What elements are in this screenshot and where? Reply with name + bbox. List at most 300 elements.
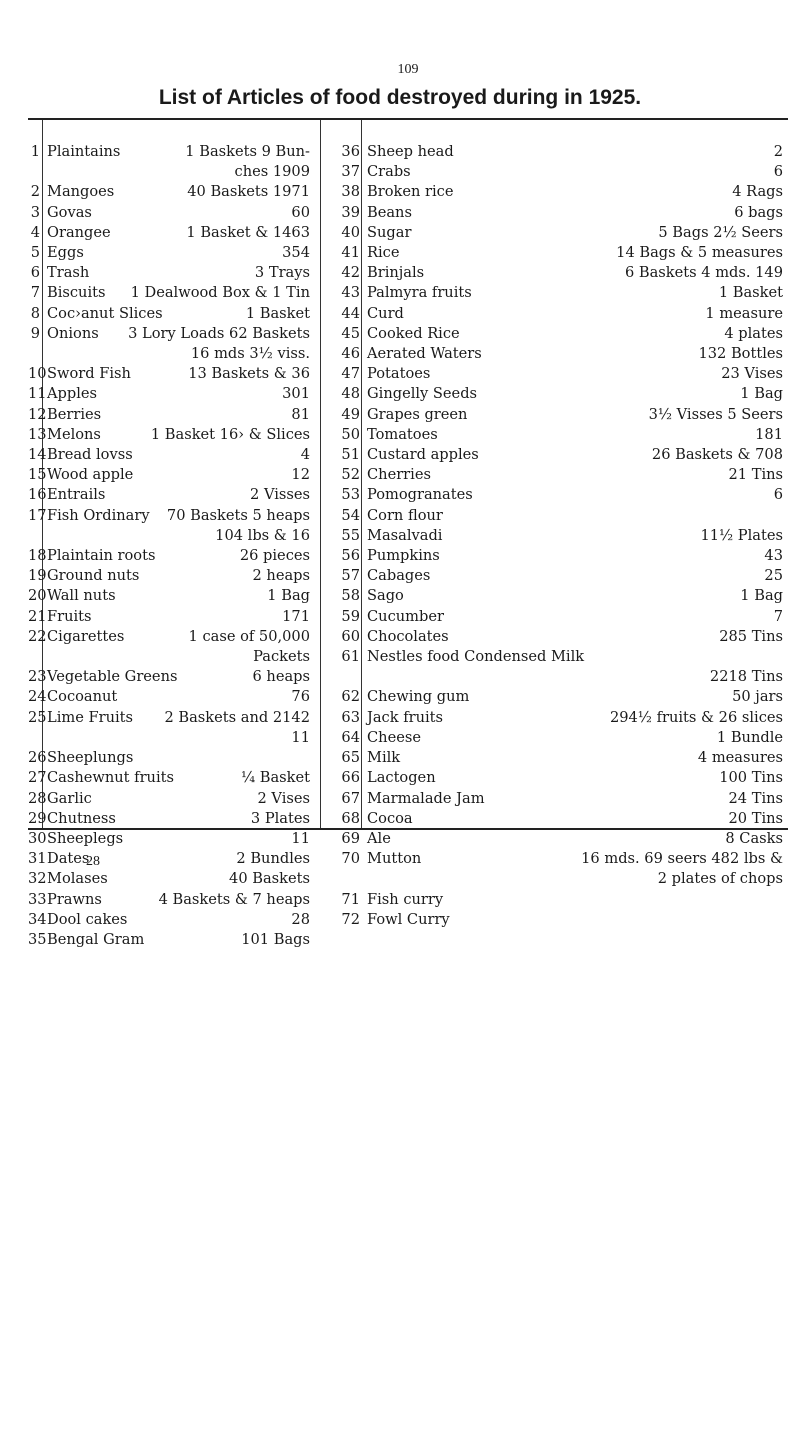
item-number: 31	[28, 850, 47, 868]
item-number: 61	[341, 648, 360, 666]
item-name: Mutton	[367, 850, 422, 868]
item-number: 29	[28, 809, 47, 827]
item-quantity-continued: 2 plates of chops	[657, 870, 783, 888]
list-item	[28, 586, 310, 606]
item-quantity: 285 Tins	[719, 627, 783, 645]
item-number: 14	[28, 446, 47, 464]
item-quantity: 3 Plates	[250, 809, 310, 827]
list-item	[28, 283, 310, 303]
item-number: 48	[341, 385, 360, 403]
list-item	[28, 627, 310, 647]
item-quantity: 1 Basket	[718, 284, 783, 302]
list-item	[28, 182, 310, 202]
item-name: Chutness	[47, 809, 116, 827]
item-number: 45	[341, 324, 360, 342]
item-name: Fowl Curry	[367, 910, 450, 928]
list-item	[28, 768, 310, 788]
item-quantity: 60	[291, 203, 310, 221]
item-number: 67	[341, 789, 360, 807]
list-item	[28, 546, 310, 566]
item-number: 58	[341, 587, 360, 605]
list-item	[337, 142, 783, 162]
item-number: 19	[28, 567, 47, 585]
list-item	[337, 809, 783, 829]
item-number: 2	[30, 183, 40, 201]
item-name: Chewing gum	[367, 688, 470, 706]
list-item	[28, 748, 310, 768]
food-list-table	[28, 118, 788, 948]
list-item	[337, 526, 783, 546]
item-quantity: 2 Baskets and 2142	[164, 708, 310, 726]
item-name: Ale	[367, 829, 391, 847]
item-quantity: 11	[291, 829, 310, 847]
item-number: 63	[341, 708, 360, 726]
item-name: Bengal Gram	[47, 930, 145, 948]
item-quantity-continued: ches 1909	[234, 163, 310, 181]
item-name: Entrails	[47, 486, 106, 504]
item-name: Cucumber	[367, 607, 444, 625]
item-quantity: 294½ fruits & 26 slices	[609, 708, 783, 726]
list-item	[337, 708, 783, 728]
item-number: 5	[30, 244, 40, 262]
item-quantity: 1 Basket	[245, 304, 310, 322]
item-quantity: 3 Trays	[254, 264, 310, 282]
item-quantity: 4 measures	[697, 749, 783, 767]
list-item	[28, 708, 310, 728]
item-quantity	[443, 506, 783, 526]
list-item	[337, 445, 783, 465]
item-quantity: 70 Baskets 5 heaps	[166, 506, 310, 524]
list-item	[28, 687, 310, 707]
list-item	[337, 263, 783, 283]
list-item	[337, 789, 783, 809]
item-name: Trash	[47, 264, 90, 282]
list-item	[337, 566, 783, 586]
list-item	[28, 142, 310, 162]
list-item	[28, 243, 310, 263]
item-name: Sword Fish	[47, 365, 131, 383]
item-quantity: 20 Tins	[728, 809, 783, 827]
item-name: Rice	[367, 244, 400, 262]
list-item	[337, 910, 783, 930]
list-item	[28, 607, 310, 627]
item-quantity: 81	[291, 405, 310, 423]
item-quantity-continued: Packets	[253, 648, 310, 666]
item-number: 62	[341, 688, 360, 706]
left-column	[28, 142, 310, 950]
item-quantity: 7	[773, 607, 783, 625]
item-quantity: 2 Visses	[250, 486, 310, 504]
item-name: Molases	[47, 870, 108, 888]
item-quantity: 1 measure	[705, 304, 783, 322]
list-item	[28, 667, 310, 687]
item-number: 27	[28, 769, 47, 787]
list-item	[337, 546, 783, 566]
list-item	[337, 162, 783, 182]
item-name: Chocolates	[367, 627, 449, 645]
item-number: 40	[341, 223, 360, 241]
item-name: Grapes green	[367, 405, 468, 423]
item-number: 20	[28, 587, 47, 605]
item-number: 36	[341, 143, 360, 160]
item-quantity: ¼ Basket	[240, 769, 310, 787]
list-item	[28, 809, 310, 829]
item-number: 41	[341, 244, 360, 262]
item-number: 25	[28, 708, 47, 726]
item-quantity: 4 plates	[724, 324, 783, 342]
list-item	[337, 182, 783, 202]
item-number: 34	[28, 910, 47, 928]
item-name: Gingelly Seeds	[367, 385, 478, 403]
item-name: Curd	[367, 304, 404, 322]
item-number: 7	[30, 284, 40, 302]
list-item	[28, 263, 310, 283]
item-number: 28	[28, 789, 47, 807]
item-quantity: 8 Casks	[725, 829, 783, 847]
item-name: Biscuits	[47, 284, 106, 302]
item-name: Lactogen	[367, 769, 436, 787]
item-name: Mangoes	[47, 183, 115, 201]
item-number: 66	[341, 769, 360, 787]
item-name: Eggs	[47, 244, 84, 262]
item-number: 18	[28, 547, 47, 565]
item-quantity	[450, 910, 783, 930]
item-name: Pomogranates	[367, 486, 473, 504]
list-item	[337, 364, 783, 384]
list-item	[337, 647, 783, 667]
item-number: 42	[341, 264, 360, 282]
list-item	[28, 324, 310, 344]
item-quantity: 101 Bags	[241, 930, 310, 948]
item-quantity: 24 Tins	[728, 789, 783, 807]
item-quantity: 25	[764, 567, 783, 585]
list-item	[337, 384, 783, 404]
item-number: 38	[341, 183, 360, 201]
item-quantity: 1 Bundle	[716, 728, 783, 746]
item-number: 72	[341, 910, 360, 928]
item-number: 33	[28, 890, 47, 908]
item-name: Apples	[47, 385, 98, 403]
item-name: Masalvadi	[367, 526, 443, 544]
item-number: 21	[28, 607, 47, 625]
item-name: Pumpkins	[367, 547, 440, 565]
item-quantity	[584, 647, 783, 667]
item-quantity-continued: 16 mds 3½ viss.	[190, 345, 310, 363]
list-item	[28, 425, 310, 445]
right-column	[337, 142, 783, 930]
item-name: Coc›anut Slices	[47, 304, 163, 322]
item-quantity: 3½ Visses 5 Seers	[648, 405, 783, 423]
item-name: Cherries	[367, 466, 431, 484]
item-number: 26	[28, 749, 47, 767]
item-quantity: 50 jars	[732, 688, 783, 706]
list-item	[28, 566, 310, 586]
item-name: Ground nuts	[47, 567, 140, 585]
item-quantity: 301	[282, 385, 310, 403]
item-number: 71	[341, 890, 360, 908]
list-item	[28, 506, 310, 526]
item-quantity: 40 Baskets 1971	[187, 183, 310, 201]
item-name: Beans	[367, 203, 412, 221]
item-number: 9	[30, 324, 40, 342]
center-divider	[320, 120, 321, 828]
item-number: 49	[341, 405, 360, 423]
item-quantity: 26 Baskets & 708	[651, 446, 783, 464]
item-number: 68	[341, 809, 360, 827]
item-name: Fish curry	[367, 890, 444, 908]
item-name: Berries	[47, 405, 102, 423]
item-number: 37	[341, 163, 360, 181]
item-name: Sheeplungs	[47, 749, 134, 767]
list-item	[28, 485, 310, 505]
item-number: 56	[341, 547, 360, 565]
page-number: 109	[397, 62, 419, 77]
list-item	[28, 849, 310, 869]
item-quantity-continued: 104 lbs & 16	[215, 526, 310, 544]
item-number: 57	[341, 567, 360, 585]
item-quantity: 354	[282, 244, 310, 262]
item-number: 69	[341, 829, 360, 847]
item-quantity: 1 Bag	[740, 587, 783, 605]
item-number: 8	[30, 304, 40, 322]
item-name: Onions	[47, 324, 99, 342]
item-quantity: 14 Bags & 5 measures	[616, 244, 783, 262]
item-quantity: 1 Bag	[267, 587, 310, 605]
item-number: 47	[341, 365, 360, 383]
item-quantity	[443, 890, 783, 910]
item-number: 54	[341, 506, 360, 524]
list-item	[337, 465, 783, 485]
list-item	[337, 607, 783, 627]
item-number: 1	[30, 143, 40, 160]
item-number: 46	[341, 345, 360, 363]
item-name: Tomatoes	[367, 425, 438, 443]
item-quantity: 2	[773, 143, 783, 160]
item-number: 11	[28, 385, 47, 403]
item-quantity: 1 Basket & 1463	[186, 223, 310, 241]
item-name: Aerated Waters	[367, 345, 482, 363]
item-number: 3	[30, 203, 40, 221]
item-number: 55	[341, 526, 360, 544]
item-name: Fish Ordinary	[47, 506, 150, 524]
item-name: Cigarettes	[47, 627, 125, 645]
item-quantity: 4 Baskets & 7 heaps	[158, 890, 310, 908]
item-name: Potatoes	[367, 365, 431, 383]
list-item	[337, 586, 783, 606]
item-number: 60	[341, 627, 360, 645]
item-quantity: 181	[755, 425, 783, 443]
item-name: Cheese	[367, 728, 421, 746]
item-number: 17	[28, 506, 47, 524]
item-name: Nestles food Condensed Milk	[367, 648, 585, 666]
list-item	[337, 324, 783, 344]
item-quantity: 40 Baskets	[229, 870, 310, 888]
item-number: 13	[28, 425, 47, 443]
item-quantity: 171	[282, 607, 310, 625]
item-quantity: 5 Bags 2½ Seers	[658, 223, 783, 241]
item-name: Plaintains	[47, 143, 121, 160]
item-name: Wall nuts	[47, 587, 116, 605]
list-item	[28, 445, 310, 465]
list-item	[337, 344, 783, 364]
item-name: Broken rice	[367, 183, 454, 201]
item-number: 35	[28, 930, 47, 948]
item-quantity: 76	[291, 688, 310, 706]
list-item	[337, 405, 783, 425]
item-quantity: 1 Basket 16› & Slices	[150, 425, 310, 443]
item-quantity: 2 heaps	[252, 567, 310, 585]
item-number: 4	[30, 223, 40, 241]
list-item	[28, 364, 310, 384]
list-item	[337, 425, 783, 445]
list-item	[337, 243, 783, 263]
item-number: 50	[341, 425, 360, 443]
item-name: Sugar	[367, 223, 412, 241]
item-quantity: 1 Dealwood Box & 1 Tin	[130, 284, 310, 302]
list-item	[337, 627, 783, 647]
item-name: Cocoanut	[47, 688, 118, 706]
item-name: Melons	[47, 425, 101, 443]
item-quantity: 6 Baskets 4 mds. 149	[624, 264, 783, 282]
list-item	[28, 789, 310, 809]
list-item	[337, 203, 783, 223]
item-number: 12	[28, 405, 47, 423]
item-number: 65	[341, 749, 360, 767]
item-number: 44	[341, 304, 360, 322]
item-number: 39	[341, 203, 360, 221]
item-number: 23	[28, 668, 47, 686]
item-name: Cooked Rice	[367, 324, 460, 342]
item-number: 70	[341, 850, 360, 868]
item-name: Cashewnut fruits	[47, 769, 174, 787]
list-item	[28, 829, 310, 849]
item-quantity: 12	[291, 466, 310, 484]
list-item	[28, 384, 310, 404]
item-quantity: 6	[773, 486, 783, 504]
item-number: 10	[28, 365, 47, 383]
item-number: 59	[341, 607, 360, 625]
item-quantity: 100 Tins	[719, 769, 783, 787]
item-number: 52	[341, 466, 360, 484]
item-number: 24	[28, 688, 47, 706]
list-item	[337, 687, 783, 707]
item-name: Orangee	[47, 223, 111, 241]
item-quantity: 4 Rags	[732, 183, 783, 201]
item-quantity: 26 pieces	[239, 547, 310, 565]
item-number: 32	[28, 870, 47, 888]
item-quantity: 3 Lory Loads 62 Baskets	[128, 324, 310, 342]
list-item	[337, 506, 783, 526]
item-quantity: 43	[764, 547, 783, 565]
item-quantity: 1 case of 50,000	[188, 627, 310, 645]
item-name: Lime Fruits	[47, 708, 133, 726]
item-name: Garlic	[47, 789, 92, 807]
item-quantity: 23 Vises	[721, 365, 783, 383]
list-item	[28, 910, 310, 930]
item-name: Cocoa	[367, 809, 413, 827]
list-item	[28, 405, 310, 425]
list-item	[28, 203, 310, 223]
item-quantity: 21 Tins	[728, 466, 783, 484]
item-quantity: 2 Vises	[257, 789, 310, 807]
list-item	[337, 223, 783, 243]
item-quantity: 6 heaps	[252, 668, 310, 686]
item-number: 64	[341, 728, 360, 746]
list-item	[337, 829, 783, 849]
item-name: Sheeplegs	[47, 829, 124, 847]
list-item	[337, 485, 783, 505]
list-item	[28, 223, 310, 243]
item-quantity: 2 Bundles	[236, 850, 310, 868]
item-quantity: 6	[773, 163, 783, 181]
list-item	[337, 849, 783, 869]
item-number: 6	[30, 264, 40, 282]
item-name: Cabages	[367, 567, 431, 585]
list-item	[337, 768, 783, 788]
item-number: 51	[341, 446, 360, 464]
item-quantity: 6 bags	[734, 203, 783, 221]
item-name: Corn flour	[367, 506, 443, 524]
list-item	[337, 728, 783, 748]
item-quantity: 16 mds. 69 seers 482 lbs &	[581, 850, 783, 868]
item-name: Crabs	[367, 163, 411, 181]
item-name: Wood apple	[47, 466, 134, 484]
item-number: 22	[28, 627, 47, 645]
item-name: Dates	[47, 850, 90, 868]
footer-number: 28	[86, 854, 100, 869]
item-name: Bread lovss	[47, 446, 133, 464]
item-number: 43	[341, 284, 360, 302]
item-name: Prawns	[47, 890, 102, 908]
item-quantity: 132 Bottles	[698, 345, 783, 363]
item-name: Vegetable Greens	[47, 668, 178, 686]
list-item	[337, 283, 783, 303]
item-name: Marmalade Jam	[367, 789, 485, 807]
item-number: 15	[28, 466, 47, 484]
item-name: Jack fruits	[367, 708, 444, 726]
item-name: Brinjals	[367, 264, 425, 282]
list-item	[337, 748, 783, 768]
item-quantity-continued: 2218 Tins	[709, 668, 783, 686]
item-name: Plaintain roots	[47, 547, 156, 565]
item-name: Palmyra fruits	[367, 284, 472, 302]
item-quantity-continued: 11	[291, 728, 310, 746]
list-item	[28, 304, 310, 324]
page-title: List of Articles of food destroyed during in 1925.	[158, 86, 642, 109]
item-quantity: 13 Baskets & 36	[188, 365, 310, 383]
item-quantity: 1 Bag	[740, 385, 783, 403]
list-item	[337, 890, 783, 910]
item-number: 53	[341, 486, 360, 504]
item-name: Sheep head	[367, 143, 454, 160]
item-name: Fruits	[47, 607, 92, 625]
list-item	[28, 890, 310, 910]
item-number: 16	[28, 486, 47, 504]
list-item	[28, 465, 310, 485]
item-name: Milk	[367, 749, 401, 767]
item-quantity	[133, 748, 310, 768]
item-name: Custard apples	[367, 446, 479, 464]
list-item	[28, 869, 310, 889]
item-number: 30	[28, 829, 47, 847]
item-quantity: 28	[291, 910, 310, 928]
item-name: Sago	[367, 587, 404, 605]
list-item	[337, 304, 783, 324]
list-item	[28, 930, 310, 950]
item-quantity: 11½ Plates	[700, 526, 783, 544]
item-name: Dool cakes	[47, 910, 128, 928]
item-quantity: 4	[300, 446, 310, 464]
